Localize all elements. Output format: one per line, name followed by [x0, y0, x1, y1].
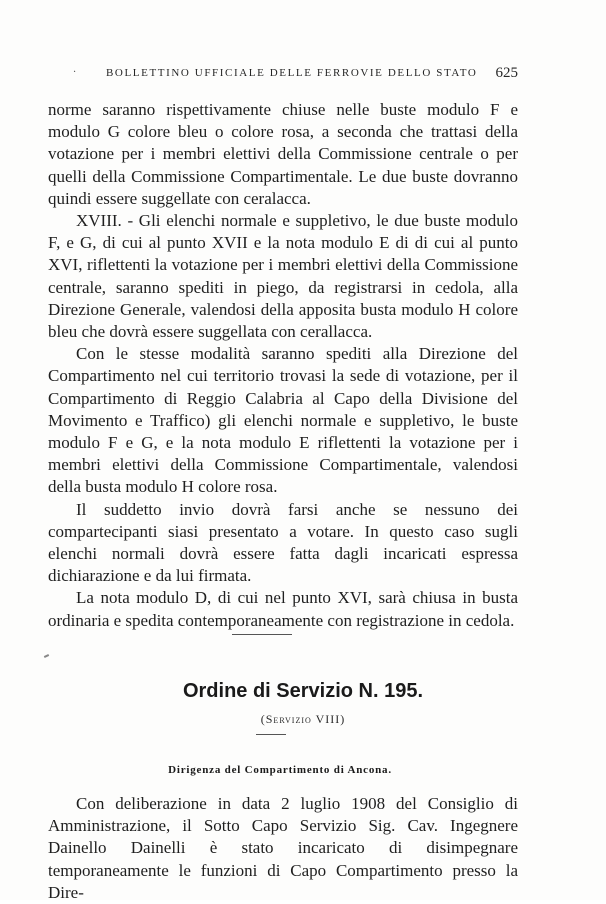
paragraph: XVIII. - Gli elenchi normale e suppletivo, le due buste modulo F, e G, di cui al punto XVII e la nota modulo E di di cui al punto XVI, riflettenti la votazione per i membri elettivi della Commissione centrale, saranno spediti in piego, da registrarsi in cedola, alla Direzione Generale, valendosi della apposita busta modulo H colore bleu che dovrà essere suggellata con cerallacca.	[48, 211, 518, 342]
paragraph: norme saranno rispettivamente chiuse nelle buste modulo F e modulo G colore bleu o colore rosa, a seconda che trattasi della votazione per i membri elettivi della Commissione centrale o per quelli della Commissione Compartimentale. Le due buste dovranno quindi essere suggellate con ceralacca.	[48, 100, 518, 208]
paragraph: La nota modulo D, di cui nel punto XVI, sarà chiusa in busta ordinaria e spedita contemporaneamente con registrazione in cedola.	[48, 588, 518, 630]
stray-mark	[44, 654, 49, 658]
order-body	[48, 793, 518, 904]
body-text	[48, 99, 518, 632]
order-title: Ordine di Servizio N. 195.	[182, 680, 424, 702]
paragraph: Con deliberazione in data 2 luglio 1908 del Consiglio di Amministrazione, il Sotto Capo Servizio Sig. Cav. Ingegnere Dainello Dainelli è stato incaricato di disimpegnare temporaneamente le funzioni di Capo Compartimento presso la Dire-	[48, 794, 518, 902]
running-title: BOLLETTINO UFFICIALE DELLE FERROVIE DELLO STATO	[106, 67, 478, 79]
service-label: (Servizio VIII)	[260, 712, 346, 726]
paragraph: Con le stesse modalità saranno spediti alla Direzione del Compartimento nel cui territorio trovasi la sede di votazione, per il Compartimento di Reggio Calabria al Capo della Divisione del Movimento e Traffico) gli elenchi normale e suppletivo, le buste modulo F e G, e la nota modulo E riflettenti la votazione per i membri elettivi della Commissione Compartimentale, valendosi della busta modulo H colore rosa.	[48, 344, 518, 497]
paragraph: Il suddetto invio dovrà farsi anche se nessuno dei compartecipanti siasi presentato a votare. In questo caso sugli elenchi normali dovrà essere fatta dagli incaricati espressa dichiarazione e da lui firmata.	[48, 499, 518, 586]
running-head	[48, 67, 518, 83]
title-divider	[256, 734, 286, 735]
head-mark: ·	[73, 67, 77, 78]
section-divider	[232, 634, 292, 635]
page-number: 625	[495, 65, 518, 81]
section-heading: Dirigenza del Compartimento di Ancona.	[168, 764, 392, 776]
